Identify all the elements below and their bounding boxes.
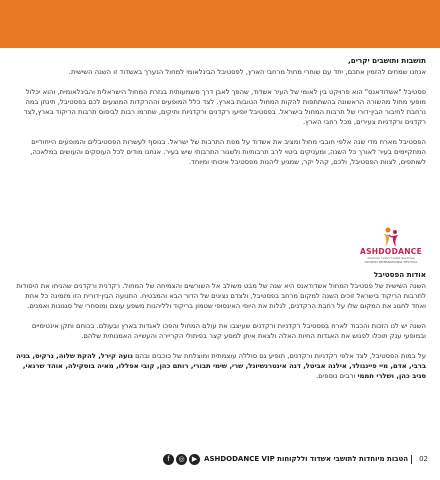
intro-heading: תושבות ותושבים יקרים, [348, 56, 426, 65]
about-paragraph-3 [14, 351, 426, 381]
ashdodance-logo [354, 226, 428, 262]
about-paragraph-1: השנה השישית של פסטיבל המחול אשדודאנס היא שנה של מבט משולב אל השורשים והצמיחה של המחול. רקדנית ורקדנים שהניחו את היסודות לתרבות הריקוד בישראל זוכים השנה למקום מרחב בפסטיבל, ולצדם נציגים של הדור הבא והמבטיח. התנועה הבין-דורית הזו מזמינה כל אחת ואחד לחגוג את המקום שלו על רחבת הרקדנים, לגלות את היופי האינסופי שטמון בריקוד ולליהנות משפע עוצם ומוסחרי של סגנונות ואמנים. [16, 282, 426, 310]
header-banner [0, 0, 440, 48]
intro-paragraph-2: פסטיבל "אשדודאנס" הוא פרויקט בין לאומי של העיר אשדוד, שהפך לאבן דרך משמעותית בגזרת המחול הישראלית והבינלאומית, והוא יכלול מופעי מחול מהשורה הראשונה בהשתתפות להקות המחול הטובות בארץ. לצד כלל המופעים וההרקדות המוצעים לכם בפסטיבל, תינתן במה נרחבת לחיבור הבין-דורי של תרבות המחול בישראל. בפסטיבל יופיעו רקדנים ורקדניות ותיקים, שתרמו רבות לביסוס תרבות הריקוד בארץ,לצד רקדנים ורקדניות צעירים, מכל רחבי הארץ. [23, 88, 426, 126]
page-number: 02 [419, 455, 428, 463]
facebook-icon[interactable]: f [163, 454, 174, 465]
footer-divider [411, 455, 412, 464]
about-p3-prefix: על במות הפסטיבל, לצד אלפי רקדניות ורקדנים, תופיע גם סוללה עוצמתית ומוצלחת של כוכבים ובהם [132, 352, 426, 360]
logo-subtitle-english: ASHDOD INTERNATIONAL FESTIVAL [364, 260, 418, 264]
about-p3-suffix: ורבים נוספים. [316, 372, 358, 380]
intro-paragraph-1: אנחנו שמחים להזמין אתכם, יחד עם שוחרי מחול מרחבי הארץ, לפסטיבל הבינלאומי למחול הנערך באשדוד זו השנה השישית. [68, 68, 426, 76]
performer-names: נועה קירל, להקת שלוה, נרקיס, בניה ברבי, אדם, מיי פיינגולד, אילנה אביטל, דנה אינטרנשיונל, שרי, שימי תבורי, רותם כהן, קובי אפללו, מאיה בוסקילה, אוהד שרגאי, סגיב כהן, ושלרי חממי [16, 352, 426, 380]
instagram-icon[interactable]: ◎ [176, 454, 187, 465]
youtube-icon[interactable]: ▶ [189, 454, 200, 465]
footer-text: הטבות מיוחדות לתושבי אשדוד וללקוחות ASHDODANCE VIP [204, 455, 409, 463]
intro-section [14, 56, 426, 167]
intro-paragraph-3: הפסטיבל מארח מדי שנה אלפי חובבי מחול ומציב את אשדוד על מפת התרבות של ישראל. בנוסף לעשרות הפסטיבלים והמופעים הייחודיים המתקיימים בעיר לאורך כל השנה, ומעניקים ביטוי לרב תרבותיות ולשגור התרבותי שיש בעיר. אנחנו מודים לכל העוסקים והעושים במלאכה, לשותפים, לצוות הפסטיבל, ולכם, קהל יקר, שמגיע ליהנות מפסטיבל איכותי ומיוחד. [30, 138, 426, 166]
footer [12, 452, 428, 466]
dancer-logo-icon [380, 226, 402, 248]
logo-name: ASHDODANCE [359, 247, 423, 256]
about-heading: אודות הפסטיבל [373, 270, 426, 279]
about-section [14, 270, 426, 381]
logo-subtitle-hebrew: אשדודאנס פסטיבל המחול הבינלאומי [367, 256, 415, 260]
about-paragraph-2: השנה יש לנו הזכות והכבוד לארח בפסטיבל רקדניות ורקדנים שעיצבו את עולם המחול והפכו לאגדות בארץ ובעולם. בכוחם ותקן אינטימיים ובמופעי ענק תוכלו לפגוש את האגדות החיות האלה ולצאת איתן למסע קצר בפיתולי הקריירה והעשייה האמנותית שלהם. [31, 322, 426, 340]
social-icons [163, 454, 200, 465]
